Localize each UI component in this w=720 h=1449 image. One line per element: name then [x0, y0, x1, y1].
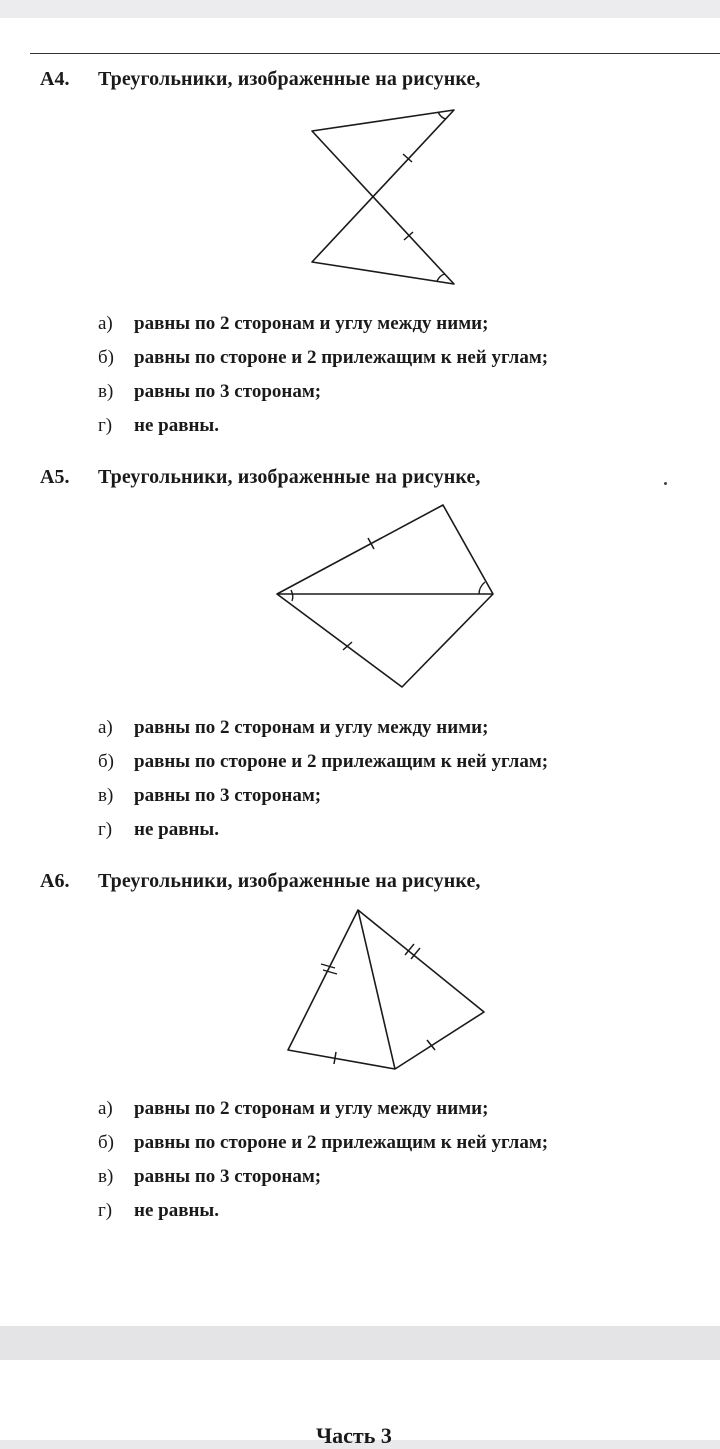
option-letter: б): [98, 347, 114, 368]
option-letter: в): [98, 1166, 114, 1187]
page-gap: [0, 1326, 720, 1360]
answer-option-g[interactable]: [98, 409, 548, 443]
figure-a6-outline: [288, 910, 484, 1069]
answer-option-v[interactable]: [98, 1160, 548, 1194]
option-letter: в): [98, 381, 114, 402]
figure-a5-triangles: [265, 495, 510, 695]
figure-a6-double-tick-left-1: [321, 964, 335, 968]
question-prompt: Треугольники, изображенные на рисунке,: [98, 68, 481, 90]
answer-option-a[interactable]: [98, 711, 548, 745]
option-text: равны по 2 сторонам и углу между ними;: [134, 1098, 489, 1119]
option-text: равны по 3 сторонам;: [134, 785, 322, 806]
option-text: равны по стороне и 2 прилежащим к ней углам;: [134, 347, 549, 368]
answer-option-v[interactable]: [98, 375, 548, 409]
question-number: A4.: [40, 68, 70, 90]
option-text: не равны.: [134, 1200, 219, 1221]
question-number: A6.: [40, 870, 70, 892]
answer-option-b[interactable]: [98, 745, 548, 779]
option-text: не равны.: [134, 819, 219, 840]
option-letter: б): [98, 1132, 114, 1153]
option-letter: в): [98, 785, 114, 806]
option-text: равны по стороне и 2 прилежащим к ней углам;: [134, 751, 549, 772]
next-page-title: Часть 3: [316, 1423, 392, 1448]
figure-a5-tick-upper: [368, 538, 374, 549]
option-letter: г): [98, 819, 113, 840]
option-text: равны по 2 сторонам и углу между ними;: [134, 313, 489, 334]
figure-a6-triangles: [280, 900, 495, 1080]
option-text: равны по 2 сторонам и углу между ними;: [134, 717, 489, 738]
top-strip: [0, 0, 720, 18]
figure-a4-outline: [312, 110, 454, 284]
stray-dot: [664, 482, 667, 485]
question-a6-options: [98, 1092, 548, 1228]
option-text: равны по 3 сторонам;: [134, 1166, 322, 1187]
figure-a4-angle-top: [438, 112, 446, 119]
answer-option-b[interactable]: [98, 1126, 548, 1160]
answer-option-g[interactable]: [98, 1194, 548, 1228]
option-text: равны по стороне и 2 прилежащим к ней углам;: [134, 1132, 549, 1153]
option-letter: г): [98, 1200, 113, 1221]
answer-option-g[interactable]: [98, 813, 548, 847]
figure-a4-angle-bottom: [437, 274, 445, 281]
option-letter: а): [98, 313, 113, 334]
question-a5-header: [40, 466, 481, 489]
question-prompt: Треугольники, изображенные на рисунке,: [98, 870, 481, 892]
question-a5-options: [98, 711, 548, 847]
question-prompt: Треугольники, изображенные на рисунке,: [98, 466, 481, 488]
question-a6-header: [40, 870, 481, 893]
header-rule: [30, 53, 720, 54]
figure-a6-tick-bottom-left: [334, 1052, 336, 1064]
figure-a6-shared-side: [358, 910, 395, 1069]
option-letter: а): [98, 1098, 113, 1119]
answer-option-a[interactable]: [98, 307, 548, 341]
answer-option-b[interactable]: [98, 341, 548, 375]
question-a4-options: [98, 307, 548, 443]
option-letter: б): [98, 751, 114, 772]
figure-a5-outline: [277, 505, 493, 687]
figure-a5-angle-right: [479, 582, 485, 594]
answer-option-v[interactable]: [98, 779, 548, 813]
option-text: не равны.: [134, 415, 219, 436]
question-number: A5.: [40, 466, 70, 488]
figure-a6-double-tick-left-2: [323, 970, 337, 974]
question-a4-header: [40, 68, 481, 91]
figure-a4-triangles: [300, 100, 470, 295]
answer-option-a[interactable]: [98, 1092, 548, 1126]
option-text: равны по 3 сторонам;: [134, 381, 322, 402]
figure-a5-angle-left: [291, 590, 293, 601]
option-letter: г): [98, 415, 113, 436]
option-letter: а): [98, 717, 113, 738]
